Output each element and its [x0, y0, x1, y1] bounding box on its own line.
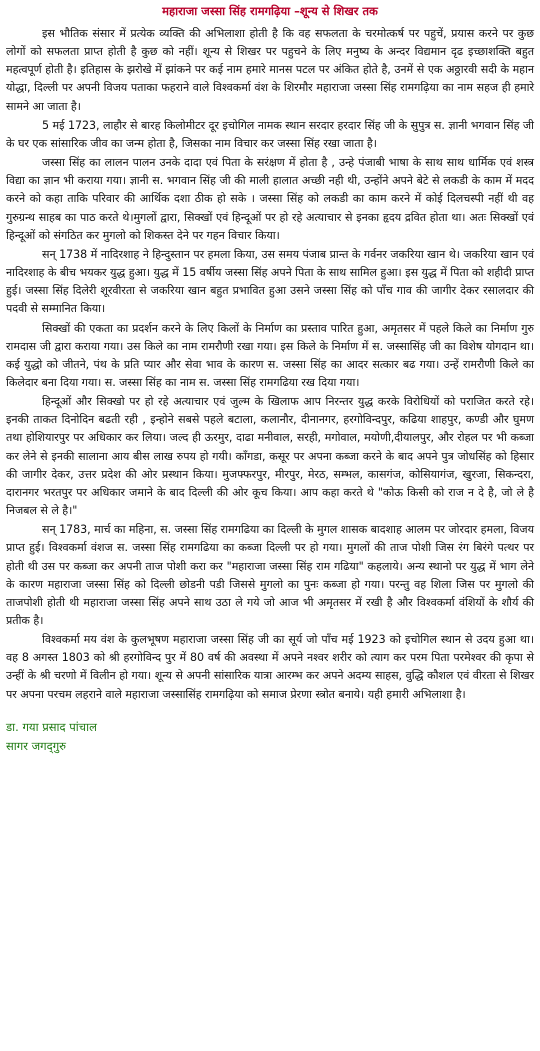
- paragraph-upbringing: जस्सा सिंह का लालन पालन उनके दादा एवं पिता के सरंक्षण में होता है , उन्हे पंजाबी भाषा के साथ साथ धार्मिक एवं शस्त्र विद्या का ज्ञान भी कराया गया। ज्ञानी स. भगवान सिंह जी की माली हालात अच्छी नही थी, उन्होंने अपने बेटे से लकडी के काम में मदद करने को कहा ताकि परिवार की आर्थिक दशा ठीक हो सके । जस्सा सिंह को लकडी का काम करने में कोई दिलचस्पी नहीं थी वह गुरुग्रन्थ साहब का पाठ करते थे।मुगलों द्वारा, सिक्खों एवं हिन्दूओं पर हो रहे अत्याचार से इनका हृदय द्रवित होता था। अतः सिक्खों एवं हिन्दूओं को संगठित कर मुगलो को शिकस्त देने पर गहन विचार किया।: [6, 156, 534, 242]
- paragraph-legacy: विश्वकर्मा मय वंश के कुलभूषण महाराजा जस्सा सिंह जी का सूर्य जो पाँच मई 1923 को इचोगिल स्थान से उदय हुआ था। वह 8 अगस्त 1803 को श्री हरगोविन्द पुर में 80 वर्ष की अवस्था में अपने नश्वर शरीर को त्याग कर परम पिता परमेश्वर की कृपा से उन्हीं के श्री चरणो में विलीन हो गया। शून्य से अपनी सांसारिक यात्रा आरम्भ कर अपने अदम्य साहस, वुद्धि कौशल एवं वीरता से शिखर पर अपना परचम लहराने वाले महाराजा जस्सासिंह रामगढ़िया को समाज प्रेरणा स्त्रोत बनाये। यही हमारी अभिलाशा है।: [6, 633, 534, 701]
- paragraph-ramrauni-fort: सिक्खों की एकता का प्रदर्शन करने के लिए किलों के निर्माण का प्रस्ताव पारित हुआ, अमृतसर में पहले किले का निर्माण गुरु रामदास जी द्वारा कराया गया। उस किले का नाम रामरौणी रखा गया। इस किले के निर्माण में स. जस्सासिंह जी का विशेष योगदान था। कई युद्धो को जीतने, पंथ के प्रति प्यार और सेवा भाव के कारण स. जस्सा सिंह का आदर सत्कार बढ गया। उन्हें रामरौणी किले का किलेदार बना दिया गया। स. जस्सा सिंह का नाम स. जस्सा सिंह रामगढिया रख दिया गया।: [6, 321, 534, 389]
- paragraph-nadirshah-war: सन् 1738 में नादिरशाह ने हिन्दुस्तान पर हमला किया, उस समय पंजाब प्रान्त के गर्वनर जकरिया खान थे। जकरिया खान एवं नादिरशाह के बीच भयकर युद्ध हुआ। युद्ध में 15 वर्षीय जस्सा सिंह अपने पिता के साथ सामिल हुआ। इस युद्ध में पिता को शहीदी प्राप्त हुई। जस्सा सिंह दिलेरी शूरवीरता से जकरिया खान बहुत प्रभावित हुआ उसने जस्सा सिंह को पाँच गाव की जागीर देकर रसालदार की पदवी से सम्मानित किया।: [6, 247, 534, 316]
- paragraph-delhi-victory: सन् 1783, मार्च का महिना, स. जस्सा सिंह रामगढिया का दिल्ली के मुगल शासक बादशाह आलम पर जोरदार हमला, विजय प्राप्त हुई। विश्वकर्मा वंशज स. जस्सा सिंह रामगढिया का कब्जा दिल्ली पर हो गया। मुगलों की ताज पोशी जिस रंग बिरंगे पत्थर पर होती थी उस पर कब्जा कर अपनी ताज पोशी करा कर "महाराजा जस्सा सिंह राम गढिया" कहलाये। अन्य स्थानो पर युद्ध में भाग लेने के कारण महाराजा जस्सा सिंह को दिल्ली छोडनी पडी जिससे मुगलो का पुनः कब्जा हो गया। परन्तु वह शिला जिस पर मुगलो की ताजपोशी होती थी महाराजा जस्सा सिंह अपने साथ उठा ले गये जो आज भी अमृतसर में रखी है और विश्वकर्मा वंशियों के शौर्य की प्रतीक है।: [6, 523, 534, 627]
- article-body: [6, 25, 534, 704]
- paragraph-intro: इस भौतिक संसार में प्रत्येक व्यक्ति की अभिलाशा होती है कि वह सफलता के चरमोत्कर्ष पर पहुचें, प्रयास करने पर कुछ लोगों को सफलता प्राप्त होती है कुछ को नहीं। शून्य से शिखर पर पहुचने के लिए मनुष्य के अन्दर विद्यमान दृढ इच्छाशक्ति बहुत महत्वपूर्ण होती है। इतिहास के झरोखे में झांकने पर कई नाम हमारे मानस पटल पर अंकित होते है, उनमें से एक अठ्ठारवी सदी के महान योद्धा, दिल्ली पर अपनी विजय पताका फहराने वाले विश्वकर्मा वंश के शिरमौर महाराजा जस्सा सिंह रामगढ़िया का नाम सहज ही हमारे सामने आ जाता है।: [6, 27, 534, 113]
- article-title: महाराजा जस्सा सिंह रामगढ़िया –शून्य से शिखर तक: [162, 4, 378, 18]
- paragraph-conquests: हिन्दूओं और सिक्खो पर हो रहे अत्याचार एवं जुल्म के खिलाफ आप निरन्तर युद्ध करके विरोधियों को पराजित करते रहे। इनकी ताकत दिनोदिन बढती रही , इन्होने सबसे पहले बटाला, कलानौर, दीनानगर, हरगोविन्दपुर, कढिया शाहपुर, कण्डी और घुमण तथा होशियारपुर पर अधिकार कर लिया। जल्द ही ऊरमुर, दाढा मनीवाल, सरही, मगोवाल, मयोणी,दीयालपुर, और रोहल पर भी कब्जा कर लेने से इनकी सालाना आय बीस लाख रुपय हो गयी। कॉंगडा, कसूर पर अपना कब्जा करने के बाद अपने पुत्र जोधसिंह को हिसार की जागीर देकर, उत्तर प्रदेश की ओर प्रस्थान किया। मुजफ्फरपुर, मीरपुर, मेरठ, सम्भल, कासगंज, कोसियागंज, खुरजा, सिकन्दरा, दारानगर भरतपुर पर अधिकार जमाने के बाद दिल्ली की ओर कूच किया। आप कहा करते थे "कोऊ किसी को राज न दे है, जो ले है निजबल से ले है।": [6, 395, 534, 518]
- author-signature: [6, 718, 534, 756]
- paragraph-birth: 5 मई 1723, लाहौर से बारह किलोमीटर दूर इचोगिल नामक स्थान सरदार हरदार सिंह जी के सुपुत्र स. ज्ञानी भगवान सिंह जी के घर एक सांसारिक जीव का जन्म होता है, जिसका नाम विचार कर जस्सा सिंह रखा जाता है।: [6, 118, 534, 150]
- author-name: डा. गया प्रसाद पांचाल: [6, 719, 97, 734]
- author-place: सागर जगद्‌गुरु: [6, 738, 67, 753]
